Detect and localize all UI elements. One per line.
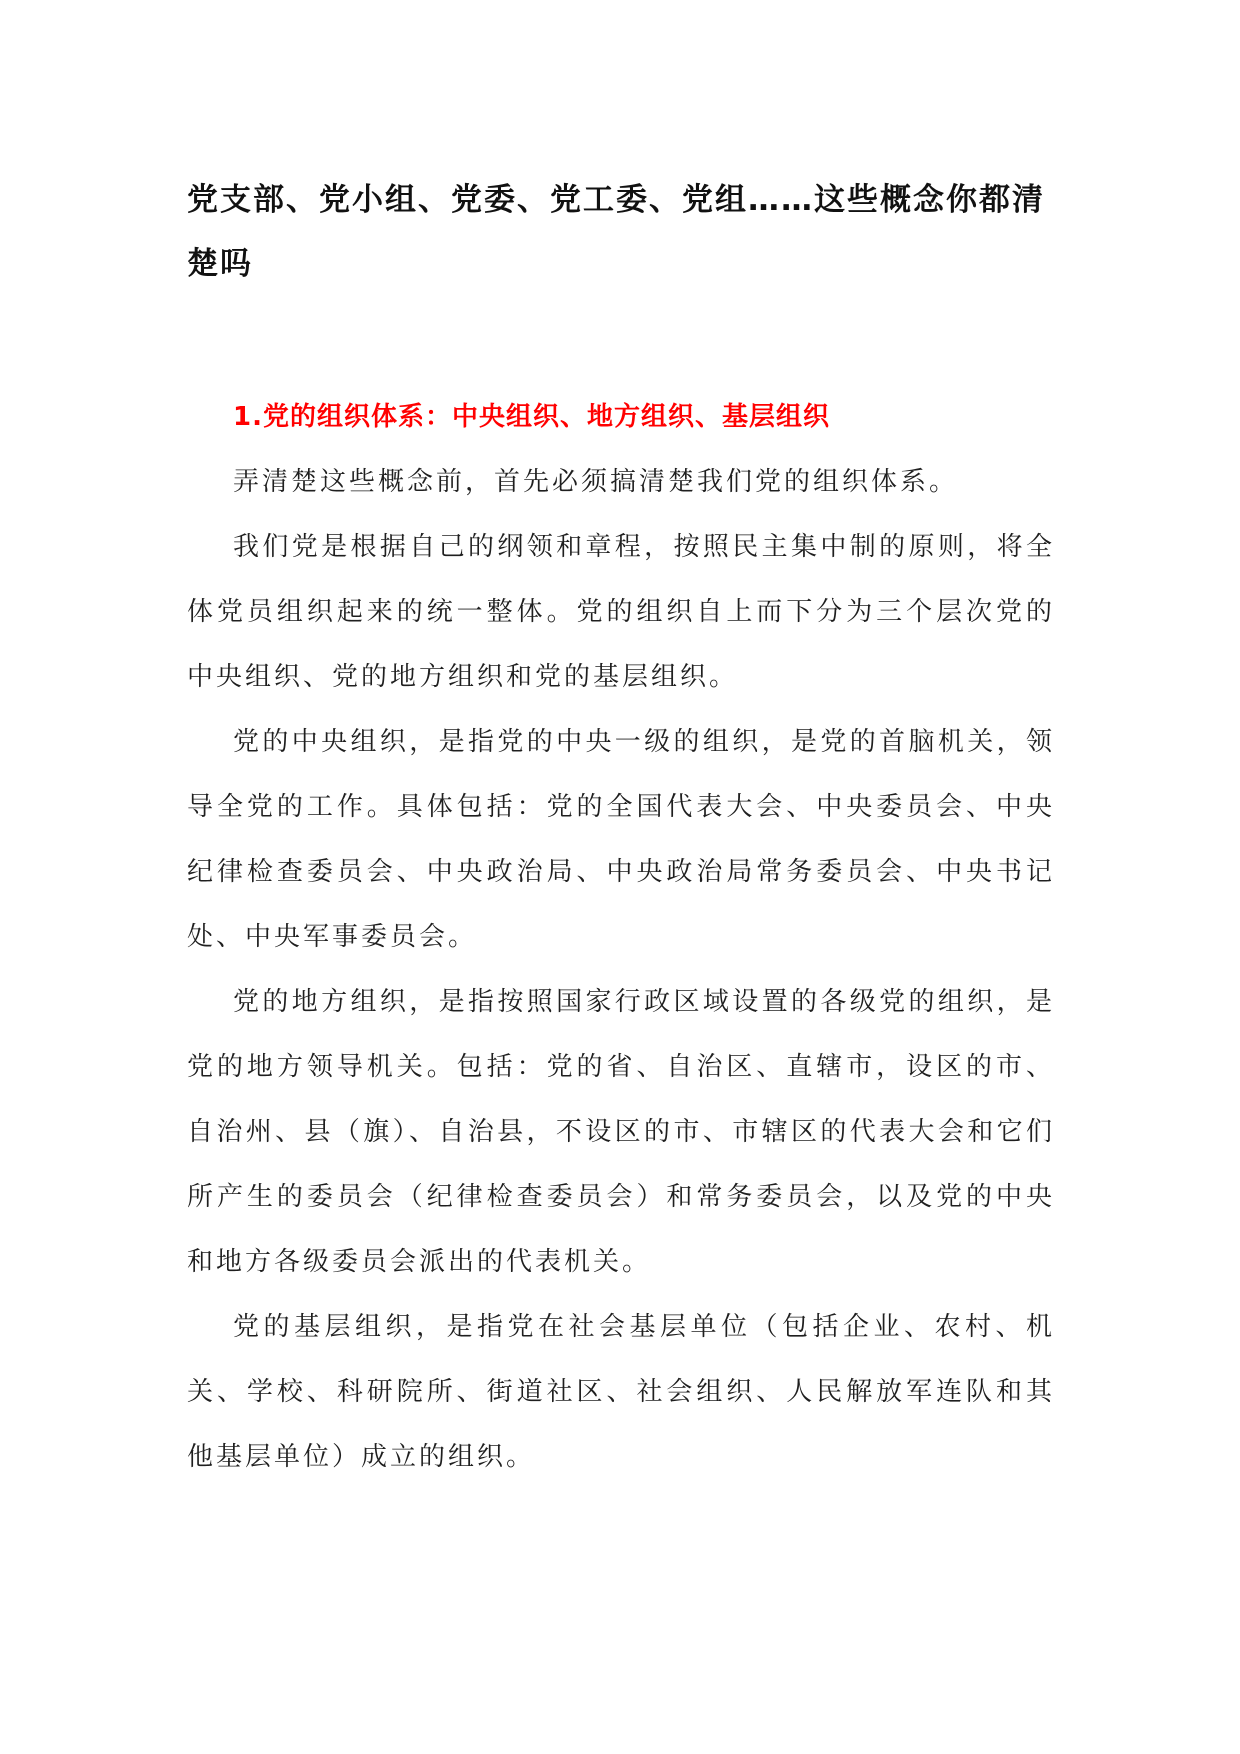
paragraph-grassroots-organization: 党的基层组织，是指党在社会基层单位（包括企业、农村、机关、学校、科研院所、街道社区、社会组织、人民解放军连队和其他基层单位）成立的组织。 <box>187 1312 1055 1472</box>
document-title: 党支部、党小组、党委、党工委、党组……这些概念你都清楚吗 <box>187 182 1045 282</box>
paragraph-organization-system: 我们党是根据自己的纲领和章程，按照民主集中制的原则，将全体党员组织起来的统一整体。党的组织自上而下分为三个层次党的中央组织、党的地方组织和党的基层组织。 <box>187 532 1055 692</box>
paragraph-central-organization: 党的中央组织，是指党的中央一级的组织，是党的首脑机关，领导全党的工作。具体包括：党的全国代表大会、中央委员会、中央纪律检查委员会、中央政治局、中央政治局常务委员会、中央书记处、中央军事委员会。 <box>187 727 1055 952</box>
section-heading: 1.党的组织体系：中央组织、地方组织、基层组织 <box>233 402 830 432</box>
paragraph-intro: 弄清楚这些概念前，首先必须搞清楚我们党的组织体系。 <box>233 467 959 497</box>
paragraph-local-organization: 党的地方组织，是指按照国家行政区域设置的各级党的组织，是党的地方领导机关。包括：党的省、自治区、直辖市，设区的市、自治州、县（旗）、自治县，不设区的市、市辖区的代表大会和它们所产生的委员会（纪律检查委员会）和常务委员会，以及党的中央和地方各级委员会派出的代表机关。 <box>187 987 1055 1277</box>
document-content <box>187 168 1055 1490</box>
